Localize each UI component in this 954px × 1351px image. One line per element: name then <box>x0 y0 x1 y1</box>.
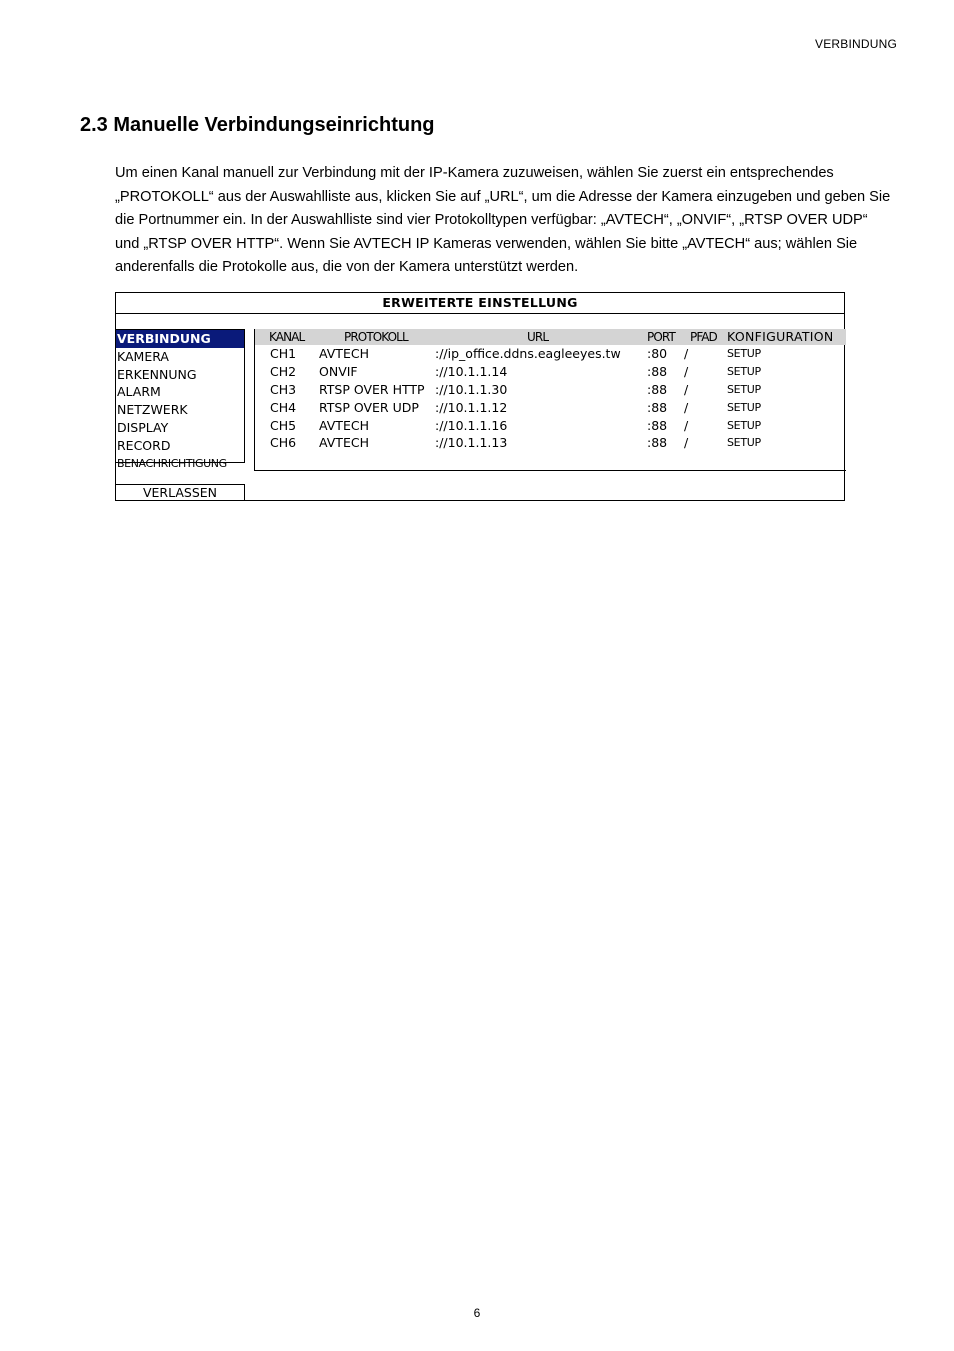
cell-url[interactable]: ://10.1.1.30 <box>435 381 508 397</box>
section-title: 2.3 Manuelle Verbindungseinrichtung <box>80 114 435 136</box>
cell-port[interactable]: :88 <box>647 417 668 433</box>
cell-port[interactable]: :80 <box>647 346 668 361</box>
table-row <box>255 434 846 452</box>
cell-port[interactable]: :88 <box>647 363 668 379</box>
cell-pfad[interactable]: / <box>684 399 689 415</box>
menu-item-benachrichtigung[interactable]: BENACHRICHTIGUNG <box>117 456 227 470</box>
cell-setup[interactable]: SETUP <box>727 347 761 360</box>
menu-item-verbindung[interactable]: VERBINDUNG <box>116 330 244 348</box>
cell-kanal: CH1 <box>270 346 297 361</box>
menu-item-erkennung[interactable]: ERKENNUNG <box>117 366 197 382</box>
cell-setup[interactable]: SETUP <box>727 364 761 378</box>
cell-protokoll[interactable]: ONVIF <box>319 363 358 379</box>
cell-kanal: CH5 <box>270 417 297 433</box>
cell-protokoll[interactable]: RTSP OVER UDP <box>319 399 419 415</box>
cell-port[interactable]: :88 <box>647 381 668 397</box>
cell-pfad[interactable]: / <box>684 346 689 361</box>
table-row <box>255 417 846 435</box>
menu-item-display[interactable]: DISPLAY <box>117 419 169 435</box>
cell-setup[interactable]: SETUP <box>727 382 761 396</box>
cell-url[interactable]: ://10.1.1.12 <box>435 399 508 415</box>
table-row <box>255 381 846 399</box>
cell-port[interactable]: :88 <box>647 399 668 415</box>
connection-table <box>254 329 846 471</box>
cell-pfad[interactable]: / <box>684 435 689 451</box>
cell-setup[interactable]: SETUP <box>727 400 761 414</box>
advanced-settings-panel <box>115 292 845 501</box>
cell-kanal: CH3 <box>270 381 297 397</box>
cell-pfad[interactable]: / <box>684 417 689 433</box>
cell-protokoll[interactable]: RTSP OVER HTTP <box>319 381 425 397</box>
table-row <box>255 399 846 417</box>
column-header-konfiguration: KONFIGURATION <box>727 329 834 344</box>
cell-url[interactable]: ://10.1.1.13 <box>435 435 508 451</box>
cell-kanal: CH6 <box>270 435 297 451</box>
panel-title: ERWEITERTE EINSTELLUNG <box>116 293 844 314</box>
cell-setup[interactable]: SETUP <box>727 436 761 450</box>
body-paragraph: Um einen Kanal manuell zur Verbindung mit der IP-Kamera zuzuweisen, wählen Sie zuerst ein entsprechendes „PROTOKOLL“ aus der Auswahlliste aus, klicken Sie auf „URL“, um die Adresse der Kamera einzugeben und geben Sie die Portnummer ein. In der Auswahlliste sind vier Protokolltypen verfügbar: „AVTECH“, „ONVIF“, „RTSP OVER UDP“ und „RTSP OVER HTTP“. Wenn Sie AVTECH IP Kameras verwenden, wählen Sie bitte „AVTECH“ aus; wählen Sie anderenfalls die Protokolle aus, die von der Kamera unterstützt werden. <box>115 165 891 276</box>
cell-protokoll[interactable]: AVTECH <box>319 346 369 361</box>
menu-item-alarm[interactable]: ALARM <box>117 384 161 400</box>
cell-url[interactable]: ://10.1.1.16 <box>435 417 508 433</box>
table-row <box>255 363 846 381</box>
table-header <box>255 329 846 345</box>
cell-kanal: CH4 <box>270 399 297 415</box>
table-row <box>255 345 846 363</box>
column-header-port: PORT <box>647 330 675 344</box>
cell-kanal: CH2 <box>270 363 297 379</box>
cell-url[interactable]: ://10.1.1.14 <box>435 363 508 379</box>
cell-pfad[interactable]: / <box>684 381 689 397</box>
column-header-kanal: KANAL <box>269 330 305 344</box>
exit-button[interactable]: VERLASSEN <box>116 484 245 500</box>
cell-pfad[interactable]: / <box>684 363 689 379</box>
cell-port[interactable]: :88 <box>647 435 668 451</box>
cell-protokoll[interactable]: AVTECH <box>319 417 369 433</box>
menu-item-kamera[interactable]: KAMERA <box>117 348 169 364</box>
cell-protokoll[interactable]: AVTECH <box>319 435 369 451</box>
side-menu <box>116 329 245 470</box>
column-header-url: URL <box>527 330 549 344</box>
running-head: VERBINDUNG <box>814 37 897 51</box>
column-header-pfad: PFAD <box>690 330 717 344</box>
menu-item-netzwerk[interactable]: NETZWERK <box>117 402 188 418</box>
cell-setup[interactable]: SETUP <box>727 418 761 432</box>
column-header-protokoll: PROTOKOLL <box>344 330 408 344</box>
page-number: 6 <box>473 1306 481 1320</box>
menu-item-record[interactable]: RECORD <box>117 437 171 453</box>
cell-url[interactable]: ://ip_office.ddns.eagleeyes.tw <box>435 346 621 361</box>
